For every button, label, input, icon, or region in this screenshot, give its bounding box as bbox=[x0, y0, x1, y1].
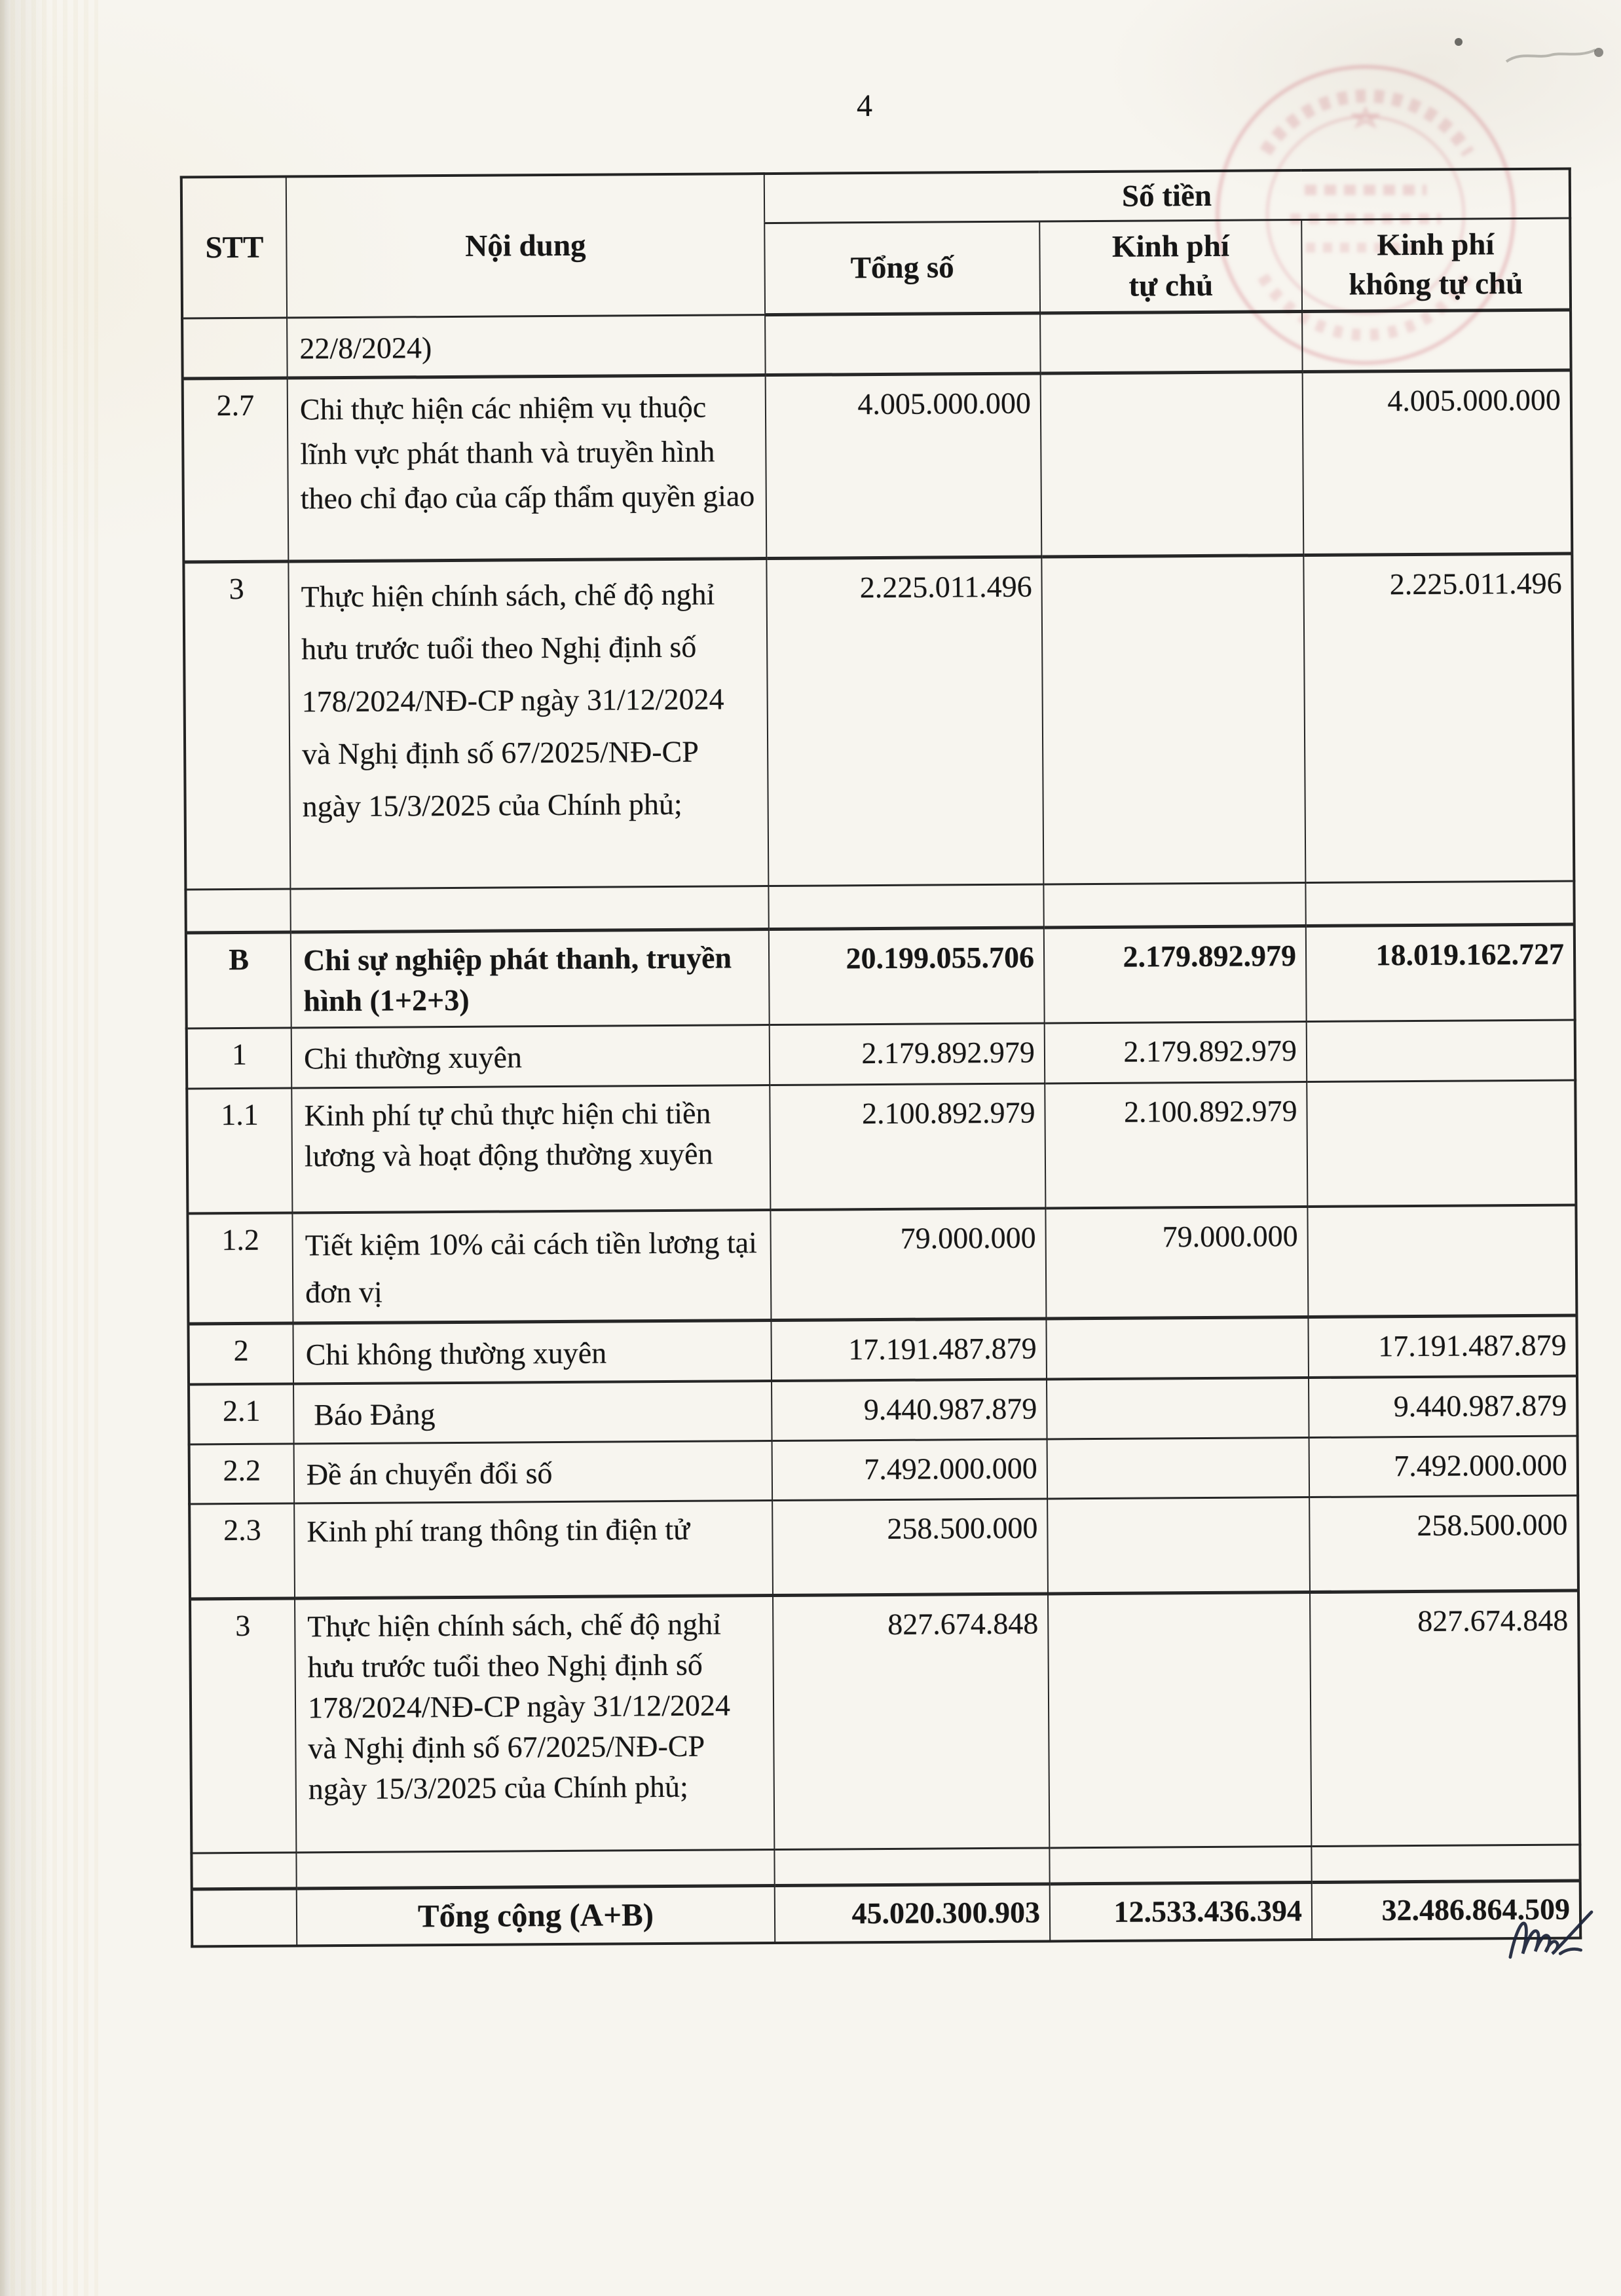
row-index-cell: 2.3 bbox=[189, 1503, 295, 1598]
tu-chu-cell: 2.179.892.979 bbox=[1044, 926, 1307, 1023]
tu-chu-cell bbox=[1047, 1497, 1310, 1593]
tu-chu-cell bbox=[1047, 1378, 1309, 1439]
row-index-cell: B bbox=[186, 932, 291, 1028]
table-row bbox=[188, 1315, 1577, 1384]
khong-tu-chu-cell bbox=[1307, 1020, 1576, 1082]
tu-chu-cell: 79.000.000 bbox=[1045, 1207, 1308, 1319]
khong-tu-chu-cell bbox=[1307, 1080, 1576, 1207]
tong-so-cell: 20.199.055.706 bbox=[769, 928, 1045, 1025]
total-row bbox=[192, 1881, 1581, 1947]
col-header-tong-so: Tổng số bbox=[764, 221, 1040, 315]
row-index-cell: 3 bbox=[190, 1598, 296, 1853]
official-red-stamp-icon bbox=[1206, 47, 1527, 381]
tong-so-cell: 9.440.987.879 bbox=[772, 1379, 1047, 1440]
col-header-so-tien: Số tiền bbox=[764, 169, 1570, 223]
content-cell: Kinh phí tự chủ thực hiện chi tiền lương và hoạt động thường xuyên bbox=[291, 1085, 770, 1213]
table-row bbox=[187, 1205, 1576, 1323]
tu-chu-cell bbox=[1049, 1846, 1311, 1883]
content-cell: 22/8/2024) bbox=[287, 315, 766, 378]
table-row bbox=[187, 1080, 1576, 1213]
content-cell: Kinh phí trang thông tin điện tử bbox=[294, 1500, 773, 1598]
tong-so-cell bbox=[774, 1847, 1049, 1885]
col-header-kinh-phi-khong-tu-chu: Kinh phí không tự chủ bbox=[1301, 218, 1571, 312]
khong-tu-chu-cell: 32.486.864.509 bbox=[1312, 1881, 1581, 1940]
table-row bbox=[189, 1376, 1578, 1444]
budget-table bbox=[180, 168, 1582, 1948]
row-index-cell bbox=[185, 889, 290, 933]
table-row bbox=[187, 1020, 1576, 1089]
khong-tu-chu-cell: 258.500.000 bbox=[1309, 1496, 1578, 1592]
tu-chu-cell bbox=[1048, 1592, 1311, 1847]
col-header-stt: STT bbox=[181, 177, 287, 318]
khong-tu-chu-cell bbox=[1307, 1205, 1576, 1317]
tu-chu-cell bbox=[1046, 1317, 1309, 1379]
tong-so-cell bbox=[765, 313, 1041, 375]
tu-chu-cell bbox=[1041, 372, 1304, 557]
tong-so-cell: 45.020.300.903 bbox=[775, 1883, 1051, 1943]
table-body bbox=[182, 310, 1580, 1946]
tong-so-cell: 4.005.000.000 bbox=[766, 373, 1042, 559]
khong-tu-chu-cell: 18.019.162.727 bbox=[1306, 924, 1575, 1022]
khong-tu-chu-cell: 2.225.011.496 bbox=[1303, 554, 1574, 882]
content-cell: Đề án chuyển đổi số bbox=[294, 1440, 773, 1503]
tong-so-cell: 2.100.892.979 bbox=[770, 1083, 1045, 1210]
content-cell: Thực hiện chính sách, chế độ nghỉ hưu trước tuổi theo Nghị định số 178/2024/NĐ-CP ngày 31/12/2024 và Nghị định số 67/2025/NĐ-CP ngày 15/3/2025 của Chính phủ; bbox=[295, 1595, 774, 1852]
tong-so-cell: 2.225.011.496 bbox=[766, 557, 1043, 886]
tu-chu-cell bbox=[1041, 555, 1305, 884]
row-index-cell: 1.2 bbox=[187, 1213, 293, 1323]
khong-tu-chu-cell bbox=[1311, 1845, 1580, 1883]
content-cell bbox=[290, 886, 768, 932]
content-cell: Tổng cộng (A+B) bbox=[297, 1885, 775, 1946]
row-index-cell bbox=[191, 1852, 296, 1889]
tu-chu-cell: 12.533.436.394 bbox=[1050, 1882, 1313, 1941]
tong-so-cell: 2.179.892.979 bbox=[770, 1023, 1045, 1085]
tong-so-cell: 7.492.000.000 bbox=[772, 1439, 1048, 1500]
tong-so-cell: 79.000.000 bbox=[770, 1208, 1046, 1320]
khong-tu-chu-cell bbox=[1305, 881, 1574, 926]
tu-chu-cell: 2.100.892.979 bbox=[1045, 1082, 1307, 1208]
table-row bbox=[189, 1496, 1578, 1599]
content-cell: Tiết kiệm 10% cải cách tiền lương tại đơn vị bbox=[292, 1210, 771, 1323]
row-index-cell bbox=[192, 1888, 297, 1946]
tong-so-cell: 827.674.848 bbox=[773, 1593, 1049, 1849]
tu-chu-cell: 2.179.892.979 bbox=[1045, 1022, 1307, 1083]
row-index-cell: 3 bbox=[183, 561, 290, 890]
row-index-cell: 1 bbox=[187, 1028, 292, 1089]
table-row bbox=[189, 1436, 1578, 1504]
row-index-cell: 2.1 bbox=[189, 1383, 294, 1444]
row-index-cell bbox=[182, 318, 288, 379]
tong-so-cell bbox=[768, 884, 1043, 930]
content-cell: Chi sự nghiệp phát thanh, truyền hình (1+2+3) bbox=[291, 930, 770, 1028]
col-header-kinh-phi-tu-chu: Kinh phí tự chủ bbox=[1039, 220, 1302, 313]
khong-tu-chu-cell: 827.674.848 bbox=[1310, 1590, 1580, 1846]
table-row bbox=[186, 924, 1575, 1028]
content-cell: Chi thường xuyên bbox=[291, 1025, 770, 1088]
table-row bbox=[183, 554, 1574, 890]
tu-chu-cell bbox=[1047, 1437, 1310, 1498]
row-index-cell: 2.2 bbox=[189, 1443, 295, 1503]
page-number: 4 bbox=[857, 88, 872, 123]
content-cell bbox=[296, 1849, 774, 1888]
tong-so-cell: 17.191.487.879 bbox=[771, 1318, 1047, 1380]
signature-initials-icon bbox=[1503, 1900, 1601, 1970]
table-row bbox=[190, 1590, 1580, 1853]
content-cell: Thực hiện chính sách, chế độ nghỉ hưu trước tuổi theo Nghị định số 178/2024/NĐ-CP ngày 31/12/2024 và Nghị định số 67/2025/NĐ-CP ngày 15/3/2025 của Chính phủ; bbox=[288, 559, 768, 889]
content-cell: Báo Đảng bbox=[293, 1381, 772, 1444]
khong-tu-chu-cell: 17.191.487.879 bbox=[1308, 1315, 1577, 1378]
khong-tu-chu-cell: 9.440.987.879 bbox=[1309, 1376, 1578, 1437]
tong-so-cell: 258.500.000 bbox=[772, 1498, 1048, 1595]
col-header-noi-dung: Nội dung bbox=[286, 174, 765, 318]
khong-tu-chu-cell: 4.005.000.000 bbox=[1303, 370, 1573, 555]
row-index-cell: 2.7 bbox=[183, 378, 289, 562]
table-row bbox=[183, 370, 1573, 562]
row-index-cell: 1.1 bbox=[187, 1088, 292, 1213]
content-cell: Chi không thường xuyên bbox=[293, 1320, 772, 1383]
content-cell: Chi thực hiện các nhiệm vụ thuộc lĩnh vực phát thanh và truyền hình theo chỉ đạo của cấp thẩm quyền giao bbox=[288, 375, 767, 561]
row-index-cell: 2 bbox=[188, 1323, 293, 1383]
tu-chu-cell bbox=[1043, 883, 1305, 928]
khong-tu-chu-cell: 7.492.000.000 bbox=[1309, 1436, 1578, 1497]
